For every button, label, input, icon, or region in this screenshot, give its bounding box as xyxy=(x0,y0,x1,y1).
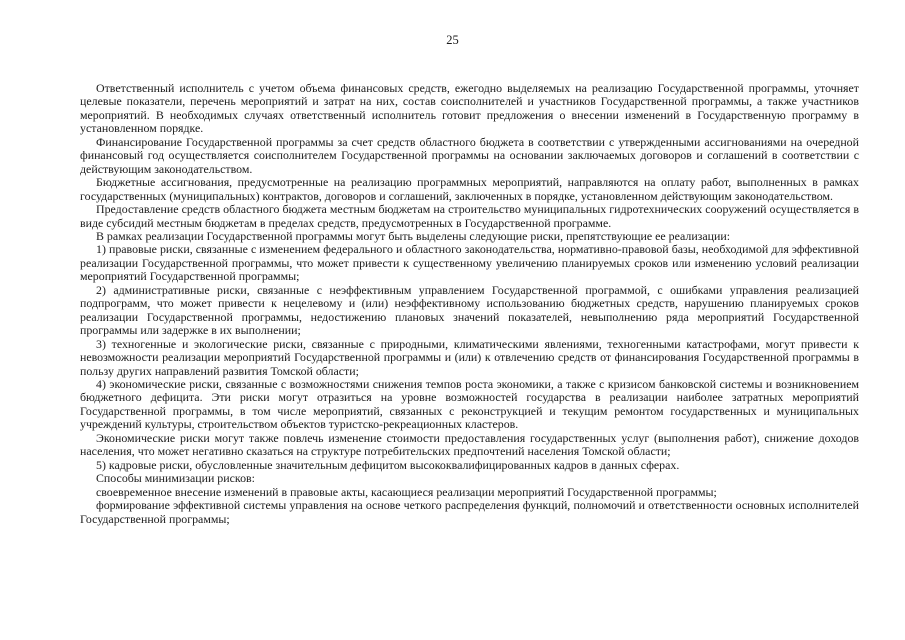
page-number: 25 xyxy=(446,33,459,47)
paragraph: Способы минимизации рисков: xyxy=(96,471,255,486)
mitigation-item: своевременное внесение изменений в правовые акты, касающиеся реализации мероприятий Государственной программы; xyxy=(96,484,717,499)
risk-item-administrative: 2) административные риски, связанные с неэффективным управлением Государственной программой, с ошибками управления реализацией подпрограмм, что может привести к нецелевому и (или) неэффективному использованию бюджетных средств, нарушению планируемых сроков реализации Государственной программы, недостижению плановых значений показателей, невыполнению ряда мероприятий Государственной программы или задержке в их выполнении; xyxy=(80,282,859,338)
risk-item-personnel: 5) кадровые риски, обусловленные значительным дефицитом высококвалифицированных кадров в данных сферах. xyxy=(96,457,680,472)
paragraph: Предоставление средств областного бюджета местным бюджетам на строительство муниципальных гидротехнических сооружений осуществляется в виде субсидий местным бюджетам в пределах средств, предусмотренных в Государственной программе. xyxy=(80,202,859,230)
paragraph: Экономические риски могут также повлечь изменение стоимости предоставления государственных услуг (выполнения работ), снижение доходов населения, что может негативно сказаться на структуре потребительских предпочтений населения Томской области; xyxy=(80,430,859,459)
paragraph: Ответственный исполнитель с учетом объема финансовых средств, ежегодно выделяемых на реализацию Государственной программы, уточняет целевые показатели, перечень мероприятий и затрат на них, состав соисполнителей и участников Государственной программы, а также участников мероприятий. В необходимых случаях ответственный исполнитель готовит предложения о внесении изменений в Государственную программу в установленном порядке. xyxy=(80,81,859,136)
document-body xyxy=(80,82,859,526)
mitigation-item: формирование эффективной системы управления на основе четкого распределения функций, полномочий и ответственности основных исполнителей Государственной программы; xyxy=(80,498,859,526)
risk-item-technogenic: 3) техногенные и экологические риски, связанные с природными, климатическими явлениями, техногенными катастрофами, могут привести к невозможности реализации мероприятий Государственной программы и (или) к отвлечению средств от финансирования Государственной программы в пользу других направлений развития Томской области; xyxy=(80,336,859,378)
risk-item-legal: 1) правовые риски, связанные с изменением федерального и областного законодательства, нормативно-правовой базы, необходимой для эффективной реализации Государственной программы, что может привести к существенному увеличению планируемых сроков или изменению условий реализации мероприятий Государственной программы; xyxy=(80,242,859,284)
paragraph: В рамках реализации Государственной программы могут быть выделены следующие риски, препятствующие ее реализации: xyxy=(96,228,731,243)
paragraph: Финансирование Государственной программы за счет средств областного бюджета в соответствии с утвержденными ассигнованиями на очередной финансовый год осуществляется соисполнителем Государственной программы на основании заключаемых договоров и соглашений в соответствии с действующим законодательством. xyxy=(80,134,859,176)
paragraph: Бюджетные ассигнования, предусмотренные на реализацию программных мероприятий, направляются на оплату работ, выполненных в рамках государственных (муниципальных) контрактов, договоров и соглашений, заключенных в порядке, установленном действующим законодательством. xyxy=(80,175,859,203)
risk-item-economic: 4) экономические риски, связанные с возможностями снижения темпов роста экономики, а также с кризисом банковской системы и возникновением бюджетного дефицита. Эти риски могут отразиться на уровне возможностей государства в реализации наиболее затратных мероприятий Государственной программы, в том числе мероприятий, связанных с реконструкцией и текущим ремонтом государственных и муниципальных учреждений культуры, строительством объектов туристско-рекреационных кластеров. xyxy=(80,376,859,432)
